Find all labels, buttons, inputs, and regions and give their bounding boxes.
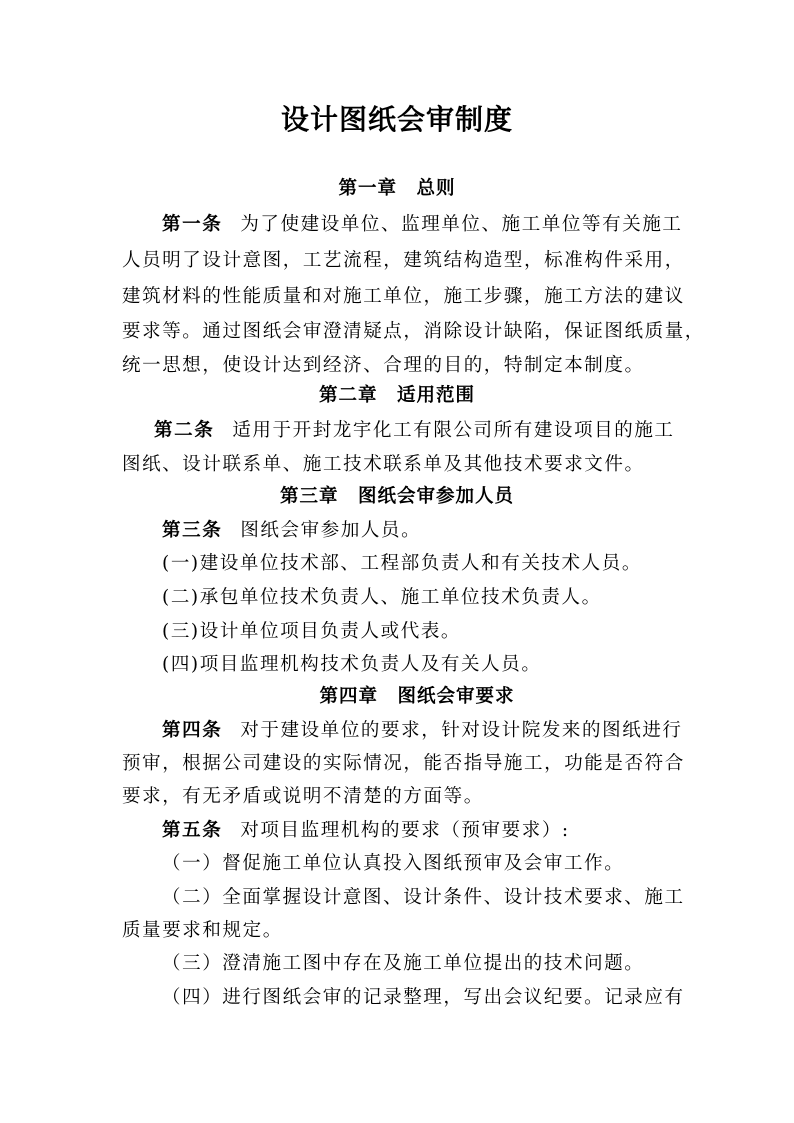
article-5-item-1: （一）督促施工单位认真投入图纸预审及会审工作。 [162,853,625,874]
article-1-text: 为了使建设单位、监理单位、施工单位等有关施工 [240,214,683,235]
article-5-label: 第五条 [162,820,223,841]
article-1-line-4: 要求等。通过图纸会审澄清疑点，消除设计缺陷，保证图纸质量， [122,321,705,342]
article-4-line-2: 预审，根据公司建设的实际情况，能否指导施工，功能是否符合 [122,753,685,774]
article-2-line-1 [154,416,675,442]
article-1-line-1 [162,210,683,236]
article-5-line-1 [162,816,570,842]
chapter-2-heading: 第二章 适用范围 [318,385,475,406]
article-3-item-4: (四)项目监理机构技术负责人及有关人员。 [162,654,542,675]
article-5-item-4: （四）进行图纸会审的记录整理，写出会议纪要。记录应有 [162,987,685,1008]
article-3-line-1 [162,516,421,542]
article-3-item-1: (一)建设单位技术部、工程部负责人和有关技术人员。 [162,553,642,574]
article-4-line-1 [162,716,683,742]
article-3-text: 图纸会审参加人员。 [240,520,422,541]
article-3-item-2: (二)承包单位技术负责人、施工单位技术负责人。 [162,587,602,608]
article-2-text: 适用于开封龙宇化工有限公司所有建设项目的施工 [232,420,675,441]
chapter-4-heading: 第四章 图纸会审要求 [319,686,515,707]
article-4-line-3: 要求，有无矛盾或说明不清楚的方面等。 [122,786,484,807]
article-1-line-3: 建筑材料的性能质量和对施工单位，施工步骤，施工方法的建议 [122,286,685,307]
article-5-item-3: （三）澄清施工图中存在及施工单位提出的技术问题。 [162,953,645,974]
article-1-line-2: 人员明了设计意图，工艺流程，建筑结构造型，标准构件采用， [122,250,685,271]
article-5-item-2: （二）全面掌握设计意图、设计条件、设计技术要求、施工 [162,887,685,908]
document-title: 设计图纸会审制度 [280,103,513,136]
article-1-label: 第一条 [162,214,223,235]
chapter-3-heading: 第三章 图纸会审参加人员 [279,486,514,507]
article-5-text: 对项目监理机构的要求（预审要求）: [240,820,570,841]
article-3-item-3: (三)设计单位项目负责人或代表。 [162,621,462,642]
chapter-1-heading: 第一章 总则 [338,178,456,199]
article-4-text: 对于建设单位的要求，针对设计院发来的图纸进行 [240,720,683,741]
article-5-item-2-cont: 质量要求和规定。 [122,920,283,941]
article-3-label: 第三条 [162,520,223,541]
article-4-label: 第四条 [162,720,223,741]
article-2-label: 第二条 [154,420,215,441]
article-2-line-2: 图纸、设计联系单、施工技术联系单及其他技术要求文件。 [122,454,645,475]
article-1-line-5: 统一思想，使设计达到经济、合理的目的，特制定本制度。 [122,355,645,376]
